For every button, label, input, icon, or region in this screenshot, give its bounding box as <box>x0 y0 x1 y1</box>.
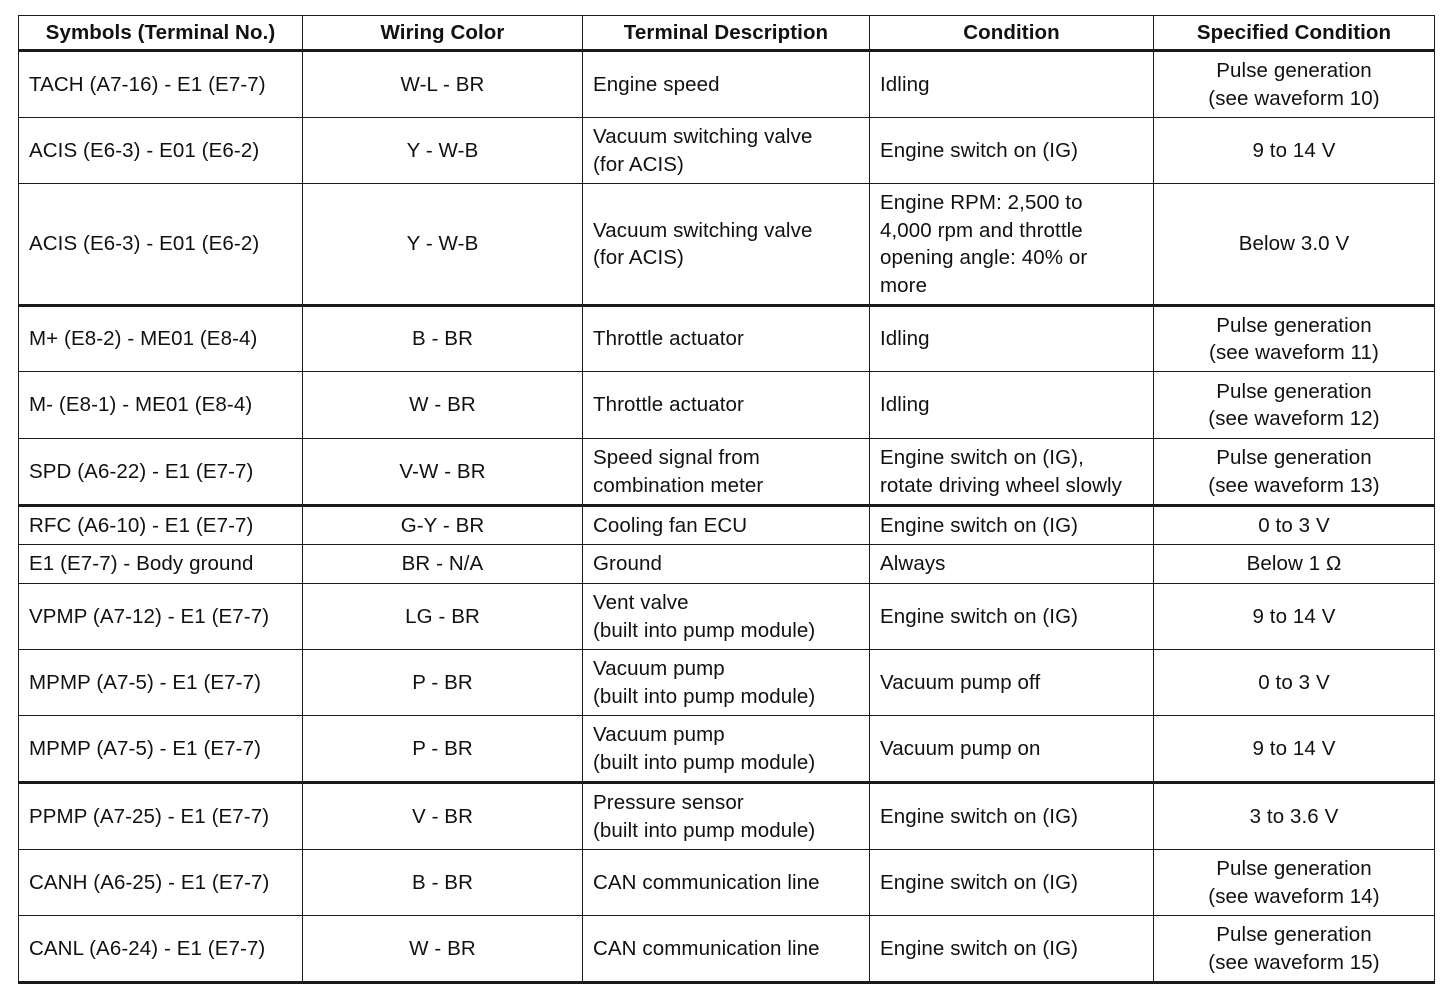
cell-terminal-description <box>583 506 870 545</box>
table-row <box>19 439 1435 506</box>
cell-wiring-color: B - BR <box>303 850 583 916</box>
cell-specified-condition-line: (see waveform 14) <box>1208 884 1380 908</box>
cell-condition <box>870 545 1154 584</box>
cell-specified-condition <box>1154 916 1435 983</box>
cell-terminal-description <box>583 306 870 372</box>
cell-specified-condition <box>1154 850 1435 916</box>
cell-symbols: SPD (A6-22) - E1 (E7-7) <box>19 439 303 506</box>
cell-terminal-description <box>583 545 870 584</box>
cell-specified-condition <box>1154 306 1435 372</box>
terminal-spec-table <box>18 15 1435 984</box>
cell-wiring-color: W - BR <box>303 372 583 439</box>
cell-wiring-color: V-W - BR <box>303 439 583 506</box>
table-row <box>19 584 1435 650</box>
cell-wiring-color: B - BR <box>303 306 583 372</box>
cell-specified-condition <box>1154 184 1435 306</box>
cell-terminal-description <box>583 584 870 650</box>
cell-condition <box>870 506 1154 545</box>
cell-terminal-description <box>583 850 870 916</box>
cell-specified-condition-line: 0 to 3 V <box>1258 670 1330 694</box>
cell-specified-condition-line: 9 to 14 V <box>1252 604 1336 628</box>
table-row <box>19 372 1435 439</box>
cell-condition-line: Engine switch on (IG) <box>880 936 1079 960</box>
cell-terminal-description <box>583 916 870 983</box>
cell-condition-line: Idling <box>880 327 930 351</box>
header-symbols: Symbols (Terminal No.) <box>19 16 303 51</box>
cell-condition-line: Idling <box>880 393 930 417</box>
cell-terminal-description-line: Throttle actuator <box>593 327 744 351</box>
cell-specified-condition <box>1154 783 1435 850</box>
cell-terminal-description-line: (built into pump module) <box>593 818 816 842</box>
cell-terminal-description <box>583 51 870 118</box>
header-specified-condition: Specified Condition <box>1154 16 1435 51</box>
table-row <box>19 118 1435 184</box>
cell-specified-condition-line: (see waveform 15) <box>1208 950 1380 974</box>
cell-terminal-description <box>583 716 870 783</box>
header-condition: Condition <box>870 16 1154 51</box>
cell-specified-condition <box>1154 372 1435 439</box>
cell-terminal-description <box>583 118 870 184</box>
cell-specified-condition <box>1154 584 1435 650</box>
cell-terminal-description-line: Vacuum pump <box>593 723 725 746</box>
cell-terminal-description-line: Ground <box>593 552 662 576</box>
cell-condition <box>870 51 1154 118</box>
cell-specified-condition-line: (see waveform 11) <box>1209 341 1379 364</box>
cell-wiring-color: BR - N/A <box>303 545 583 584</box>
cell-condition-line: Engine switch on (IG) <box>880 138 1079 162</box>
cell-wiring-color: P - BR <box>303 650 583 716</box>
table-row <box>19 716 1435 783</box>
table-row <box>19 306 1435 372</box>
cell-specified-condition-line: 3 to 3.6 V <box>1249 804 1339 828</box>
cell-condition-line: Engine switch on (IG) <box>880 804 1079 828</box>
cell-specified-condition-line: (see waveform 13) <box>1208 473 1380 497</box>
cell-specified-condition <box>1154 51 1435 118</box>
cell-terminal-description-line: Vent valve <box>593 591 689 614</box>
cell-specified-condition-line: Pulse generation <box>1216 923 1372 946</box>
table-row <box>19 850 1435 916</box>
cell-specified-condition-line: (see waveform 12) <box>1208 407 1380 430</box>
cell-terminal-description-line: Throttle actuator <box>593 393 744 417</box>
cell-condition-line: more <box>880 273 928 297</box>
cell-condition <box>870 916 1154 983</box>
cell-condition <box>870 584 1154 650</box>
table-row <box>19 650 1435 716</box>
cell-wiring-color: G-Y - BR <box>303 506 583 545</box>
cell-condition <box>870 439 1154 506</box>
cell-symbols: E1 (E7-7) - Body ground <box>19 545 303 584</box>
cell-specified-condition-line: (see waveform 10) <box>1208 86 1380 110</box>
table-row <box>19 916 1435 983</box>
cell-terminal-description-line: (for ACIS) <box>593 152 684 176</box>
cell-terminal-description-line: (built into pump module) <box>593 750 816 774</box>
cell-specified-condition <box>1154 716 1435 783</box>
cell-terminal-description-line: Vacuum pump <box>593 657 725 680</box>
cell-wiring-color: W - BR <box>303 916 583 983</box>
cell-terminal-description-line: Cooling fan ECU <box>593 513 748 537</box>
cell-condition-line: Engine RPM: 2,500 to <box>880 191 1083 214</box>
cell-terminal-description-line: Speed signal from <box>593 446 760 469</box>
cell-specified-condition <box>1154 650 1435 716</box>
table-row <box>19 506 1435 545</box>
cell-symbols: ACIS (E6-3) - E01 (E6-2) <box>19 184 303 306</box>
cell-specified-condition-line: Pulse generation <box>1216 857 1372 880</box>
cell-terminal-description-line: combination meter <box>593 473 764 497</box>
cell-terminal-description-line: CAN communication line <box>593 870 820 894</box>
header-terminal-description: Terminal Description <box>583 16 870 51</box>
cell-symbols: M+ (E8-2) - ME01 (E8-4) <box>19 306 303 372</box>
cell-symbols: PPMP (A7-25) - E1 (E7-7) <box>19 783 303 850</box>
cell-condition-line: rotate driving wheel slowly <box>880 473 1122 497</box>
cell-condition-line: Always <box>880 552 946 576</box>
cell-condition <box>870 783 1154 850</box>
cell-specified-condition-line: 9 to 14 V <box>1252 736 1336 760</box>
cell-wiring-color: Y - W-B <box>303 184 583 306</box>
header-wiring-color: Wiring Color <box>303 16 583 51</box>
cell-specified-condition <box>1154 439 1435 506</box>
cell-terminal-description-line: (built into pump module) <box>593 618 816 642</box>
cell-specified-condition-line: Pulse generation <box>1216 59 1372 82</box>
cell-terminal-description-line: Pressure sensor <box>593 791 744 814</box>
cell-condition-line: Engine switch on (IG) <box>880 513 1079 537</box>
cell-condition-line: Vacuum pump off <box>880 670 1041 694</box>
cell-symbols: CANL (A6-24) - E1 (E7-7) <box>19 916 303 983</box>
cell-specified-condition-line: Below 1 Ω <box>1246 552 1342 576</box>
cell-terminal-description-line: Vacuum switching valve <box>593 125 813 148</box>
cell-condition-line: Engine switch on (IG) <box>880 870 1079 894</box>
cell-wiring-color: LG - BR <box>303 584 583 650</box>
header-row <box>19 16 1435 51</box>
cell-terminal-description-line: Vacuum switching valve <box>593 218 813 242</box>
table-row <box>19 51 1435 118</box>
cell-specified-condition-line: Below 3.0 V <box>1238 232 1350 256</box>
cell-specified-condition <box>1154 545 1435 584</box>
cell-terminal-description <box>583 650 870 716</box>
cell-condition-line: Vacuum pump on <box>880 736 1041 760</box>
cell-condition-line: Engine switch on (IG) <box>880 604 1079 628</box>
cell-specified-condition-line: 9 to 14 V <box>1252 138 1336 162</box>
cell-terminal-description-line: CAN communication line <box>593 936 820 960</box>
table-row <box>19 184 1435 306</box>
cell-terminal-description-line: Engine speed <box>593 72 720 96</box>
cell-terminal-description <box>583 184 870 306</box>
cell-terminal-description <box>583 372 870 439</box>
cell-condition <box>870 184 1154 306</box>
cell-terminal-description-line: (built into pump module) <box>593 684 816 708</box>
cell-specified-condition-line: 0 to 3 V <box>1258 513 1330 537</box>
cell-symbols: RFC (A6-10) - E1 (E7-7) <box>19 506 303 545</box>
cell-wiring-color: Y - W-B <box>303 118 583 184</box>
cell-symbols: ACIS (E6-3) - E01 (E6-2) <box>19 118 303 184</box>
cell-condition <box>870 650 1154 716</box>
cell-symbols: MPMP (A7-5) - E1 (E7-7) <box>19 716 303 783</box>
cell-symbols: VPMP (A7-12) - E1 (E7-7) <box>19 584 303 650</box>
cell-specified-condition <box>1154 506 1435 545</box>
cell-specified-condition-line: Pulse generation <box>1216 379 1372 403</box>
table-row <box>19 545 1435 584</box>
cell-condition <box>870 372 1154 439</box>
cell-symbols: MPMP (A7-5) - E1 (E7-7) <box>19 650 303 716</box>
cell-wiring-color: W-L - BR <box>303 51 583 118</box>
table-header <box>19 16 1435 51</box>
cell-condition-line: Idling <box>880 72 930 96</box>
cell-condition-line: 4,000 rpm and throttle <box>880 218 1083 242</box>
cell-wiring-color: P - BR <box>303 716 583 783</box>
cell-specified-condition-line: Pulse generation <box>1216 313 1372 337</box>
cell-condition <box>870 850 1154 916</box>
cell-terminal-description <box>583 783 870 850</box>
cell-condition <box>870 306 1154 372</box>
cell-symbols: M- (E8-1) - ME01 (E8-4) <box>19 372 303 439</box>
cell-condition-line: Engine switch on (IG), <box>880 446 1084 469</box>
table-row <box>19 783 1435 850</box>
cell-condition <box>870 118 1154 184</box>
cell-specified-condition-line: Pulse generation <box>1216 446 1372 469</box>
table-body <box>19 51 1435 983</box>
cell-specified-condition <box>1154 118 1435 184</box>
cell-symbols: TACH (A7-16) - E1 (E7-7) <box>19 51 303 118</box>
cell-wiring-color: V - BR <box>303 783 583 850</box>
cell-condition-line: opening angle: 40% or <box>880 246 1088 269</box>
cell-condition <box>870 716 1154 783</box>
cell-symbols: CANH (A6-25) - E1 (E7-7) <box>19 850 303 916</box>
cell-terminal-description <box>583 439 870 506</box>
cell-terminal-description-line: (for ACIS) <box>593 246 684 269</box>
